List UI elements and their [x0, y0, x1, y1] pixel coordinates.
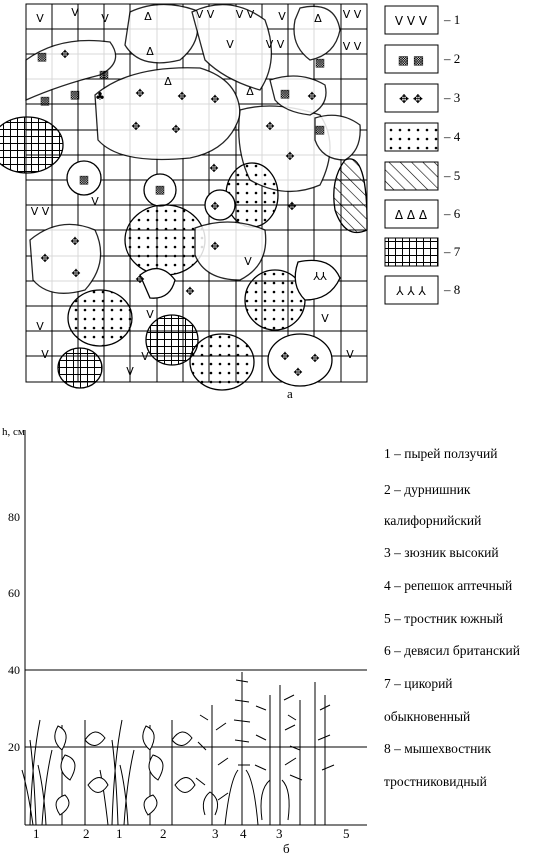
legend-label-4: – 4: [444, 129, 461, 144]
svg-text:Δ: Δ: [164, 75, 172, 88]
svg-text:V: V: [71, 6, 79, 19]
svg-text:✥: ✥: [60, 48, 70, 61]
legend-label-8: – 8: [444, 282, 461, 297]
species-4: 4 – репешок аптечный: [384, 578, 513, 593]
y-axis-label: h, см: [2, 426, 25, 438]
x-label-7: 3: [276, 826, 283, 841]
svg-text:V: V: [36, 12, 44, 25]
species-6: 6 – девясил британский: [384, 643, 520, 658]
svg-text:✥: ✥: [210, 240, 220, 253]
svg-text:Δ: Δ: [314, 12, 322, 25]
species-8-cont: тростниковидный: [384, 774, 487, 789]
x-label-5: 3: [212, 826, 219, 841]
svg-text:✥: ✥: [70, 235, 80, 248]
svg-text:▩: ▩: [39, 94, 51, 107]
x-label-1: 1: [33, 826, 40, 841]
svg-text:Δ: Δ: [246, 85, 254, 98]
svg-text:▩: ▩: [279, 87, 291, 100]
svg-text:▩: ▩: [314, 56, 326, 69]
svg-text:✥: ✥: [285, 150, 295, 163]
svg-text:▩: ▩: [154, 183, 166, 196]
plant-group-pyrey-1: [22, 720, 52, 825]
y-tick-80: 80: [8, 510, 20, 524]
svg-text:V: V: [226, 38, 234, 51]
y-tick-20: 20: [8, 740, 20, 754]
svg-text:✥: ✥: [307, 90, 317, 103]
plant-group-pyrey-2: [100, 720, 134, 825]
svg-text:✥: ✥: [131, 120, 141, 133]
y-tick-40: 40: [8, 663, 20, 677]
svg-text:♣: ♣: [95, 90, 105, 103]
svg-text:V: V: [141, 350, 149, 363]
svg-text:▩ ▩: ▩ ▩: [397, 53, 425, 67]
svg-text:⅄⅄: ⅄⅄: [313, 270, 327, 283]
svg-text:✥: ✥: [71, 267, 81, 280]
svg-text:✥: ✥: [177, 90, 187, 103]
species-3: 3 – зюзник высокий: [384, 545, 499, 560]
svg-text:V: V: [321, 312, 329, 325]
svg-text:▩: ▩: [314, 123, 326, 136]
svg-text:Δ: Δ: [144, 10, 152, 23]
svg-text:▩: ▩: [36, 50, 48, 63]
svg-text:✥: ✥: [280, 350, 290, 363]
svg-text:V V: V V: [30, 205, 50, 218]
svg-text:V: V: [278, 10, 286, 23]
y-tick-60: 60: [8, 586, 20, 600]
x-label-2: 2: [83, 826, 90, 841]
species-8: 8 – мышехвостник: [384, 741, 492, 756]
plant-group-repeshok: [225, 672, 258, 825]
species-2: 2 – дурнишник: [384, 482, 471, 497]
svg-text:V: V: [346, 348, 354, 361]
plant-group-durnishnik-2: [143, 720, 195, 825]
species-5: 5 – тростник южный: [384, 611, 504, 626]
svg-text:✥: ✥: [185, 285, 195, 298]
plant-group-zyuznik-2: [255, 685, 296, 825]
svg-text:V V: V V: [265, 38, 285, 51]
vegetation-map: [0, 0, 553, 400]
x-label-8: 5: [343, 826, 350, 841]
svg-text:▩: ▩: [69, 88, 81, 101]
svg-text:⅄ ⅄ ⅄: ⅄ ⅄ ⅄: [396, 284, 426, 298]
species-7: 7 – цикорий: [384, 676, 453, 691]
legend-label-3: – 3: [444, 90, 461, 105]
svg-text:✥: ✥: [293, 366, 303, 379]
svg-text:V: V: [41, 348, 49, 361]
species-2-cont: калифорнийский: [384, 513, 482, 528]
svg-text:V: V: [146, 308, 154, 321]
svg-text:✥: ✥: [310, 352, 320, 365]
svg-text:✥: ✥: [171, 123, 181, 136]
svg-text:▩: ▩: [98, 68, 110, 81]
svg-text:V V: V V: [235, 8, 255, 21]
x-label-6: 4: [240, 826, 247, 841]
svg-text:Δ Δ Δ: Δ Δ Δ: [394, 208, 428, 222]
svg-text:✥: ✥: [135, 87, 145, 100]
x-label-3: 1: [116, 826, 123, 841]
vegetation-patches: [0, 4, 367, 390]
x-label-4: 2: [160, 826, 167, 841]
svg-text:✥: ✥: [209, 162, 219, 175]
panel-b-caption: б: [283, 841, 290, 856]
legend-label-1: – 1: [444, 12, 461, 27]
map-legend: [385, 6, 438, 304]
legend-label-7: – 7: [444, 244, 461, 259]
svg-text:✥: ✥: [210, 200, 220, 213]
plant-group-trostnik: [288, 682, 334, 825]
svg-text:✥: ✥: [287, 200, 297, 213]
svg-text:✥: ✥: [210, 93, 220, 106]
legend-label-6: – 6: [444, 206, 461, 221]
svg-text:V V: V V: [195, 8, 215, 21]
svg-text:✥: ✥: [265, 120, 275, 133]
svg-text:V: V: [36, 320, 44, 333]
plant-group-zyuznik-1: [196, 705, 228, 825]
species-7-cont: обыкновенный: [384, 709, 471, 724]
svg-text:V: V: [91, 195, 99, 208]
svg-text:▩: ▩: [78, 173, 90, 186]
svg-text:V V: V V: [342, 8, 362, 21]
legend-label-2: – 2: [444, 51, 461, 66]
svg-text:V: V: [101, 12, 109, 25]
svg-text:✥: ✥: [40, 252, 50, 265]
svg-text:V: V: [244, 255, 252, 268]
species-1: 1 – пырей ползучий: [384, 446, 498, 461]
svg-text:Δ: Δ: [146, 45, 154, 58]
panel-a-caption: а: [287, 386, 293, 401]
svg-text:✥: ✥: [135, 273, 145, 286]
svg-text:V V: V V: [342, 40, 362, 53]
svg-text:V V V: V V V: [394, 14, 428, 28]
legend-label-5: – 5: [444, 168, 461, 183]
svg-text:✥ ✥: ✥ ✥: [399, 92, 423, 106]
svg-text:V: V: [126, 365, 134, 378]
